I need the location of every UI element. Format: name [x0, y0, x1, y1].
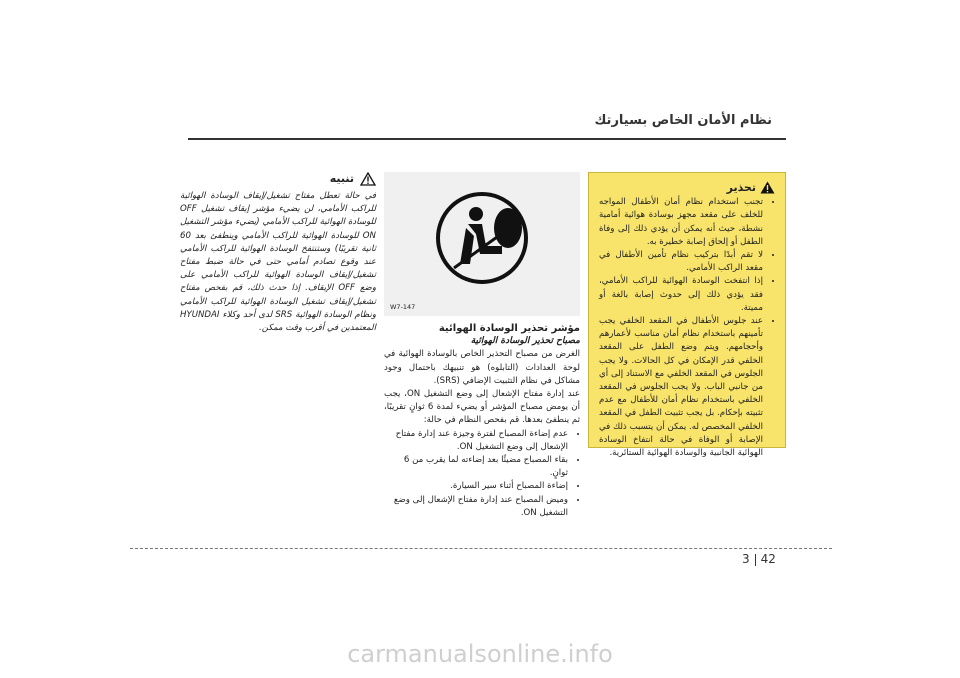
page-number-page: 42 [760, 552, 776, 566]
airbag-indicator-illustration [384, 172, 580, 316]
notice-title: تنبيه [329, 172, 354, 186]
watermark: carmanualsonline.info [347, 640, 613, 668]
notice-header [180, 172, 376, 186]
page-number [742, 552, 776, 566]
warning-triangle-icon [760, 181, 775, 194]
warning-item: • عند جلوس الأطفال في المقعد الخلفي يجب تأمينهم باستخدام نظام أمان مناسب لأعمارهم وأحجامهم. ويتم وضع الطفل على المقعد الخلفي قدر الإمكان في كل الحالات. ولا يجب الجلوس في المقعد الخلفي مع الاستناد إلى أي من جانبي الباب. ولا يجب الجلوس في المقعد الخلفي باستخدام نظام أمان للأطفال مع عدم تثبيته بإحكام. بل يجب تثبيت الطفل في المقعد الخلفي المخصص له. يمكن أن يتسبب ذلك في الإصابة أو الوفاة في حالة انتفاخ الوسادة الهوائية الجانبية والوسادة الهوائية الستائرية. [599, 315, 763, 460]
warning-box [588, 172, 786, 459]
section-bullet: • عدم إضاءة المصباح لفترة وجيزة عند إدارة مفتاح الإشعال إلى وضع التشغيل ON. [384, 428, 568, 454]
figure-code: W7-147 [390, 303, 416, 311]
warning-item: • تجنب استخدام نظام أمان الأطفال المواجه للخلف على مقعد مجهز بوسادة هوائية أمامية نشطة، حيث أنه يمكن أن يؤدي ذلك إلى وفاة الطفل أو إلحاق إصابة خطيرة به. [599, 196, 763, 249]
caution-triangle-icon [360, 172, 376, 186]
section-body: عند إدارة مفتاح الإشعال إلى وضع التشغيل ON، يجب أن يومض مصباح المؤشر أو يضيء لمدة 6 ثوانٍ تقريبًا، ثم ينطفئ بعدها. قم بفحص النظام في حالة: [384, 389, 580, 426]
warning-item: • إذا انتفخت الوسادة الهوائية للراكب الأمامي، فقد يؤدي ذلك إلى حدوث إصابة بالغة أو مميتة. [599, 275, 763, 315]
notice-box [180, 172, 376, 335]
warning-title: تحذير [726, 181, 756, 194]
section-bullet: • إضاءة المصباح أثناء سير السيارة. [384, 480, 568, 493]
warning-header [599, 181, 775, 194]
section-subtitle: مصباح تحذير الوسادة الهوائية [470, 336, 580, 347]
section-intro: الغرض من مصباح التحذير الخاص بالوسادة الهوائية في لوحة العدادات (التابلوه) هو تنبيهك باحتمال وجود مشاكل في نظام التثبيت الإضافي (SRS). [384, 349, 580, 386]
section-bullet: • بقاء المصباح مضيئًا بعد إضاءته لما يقرب من 6 ثوانٍ. [384, 454, 568, 480]
warning-list [599, 196, 775, 460]
footer-divider [130, 548, 832, 549]
section-bullet: • وميض المصباح عند إدارة مفتاح الإشعال إلى وضع التشغيل ON. [384, 494, 568, 520]
page-number-chapter: 3 [742, 552, 750, 566]
airbag-warning-icon [384, 172, 580, 316]
section-bullets [384, 428, 580, 520]
section-title: مؤشر تحذير الوسادة الهوائية [438, 323, 580, 334]
header-divider [188, 138, 786, 140]
page-header-title: نظام الأمان الخاص بسيارتك [594, 113, 772, 128]
warning-item: • لا تقم أبدًا بتركيب نظام تأمين الأطفال في مقعد الراكب الأمامي. [599, 249, 763, 275]
notice-text: في حالة تعطل مفتاح تشغيل/إيقاف الوسادة الهوائية للراكب الأمامي، لن يضيء مؤشر إيقاف تشغيل OFF للوسادة الهوائية للراكب الأمامي (يضيء مؤشر التشغيل ON للوسادة الهوائية للراكب الأمامي وينطفئ بعد 60 ثانية تقريبًا) وستنتفخ الوسادة الهوائية للراكب الأمامي عند وقوع تصادم أمامي حتى في حالة ضبط مفتاح تشغيل/إيقاف الوسادة الهوائية للراكب الأمامي على وضع OFF الإيقاف. إذا حدث ذلك، قم بفحص مفتاح تشغيل/إيقاف تشغيل الوسادة الهوائية للراكب الأمامي ونظام الوسادة الهوائية SRS لدى أحد وكلاء HYUNDAI المعتمدين في أقرب وقت ممكن. [180, 191, 376, 334]
airbag-indicator-section [384, 322, 580, 520]
